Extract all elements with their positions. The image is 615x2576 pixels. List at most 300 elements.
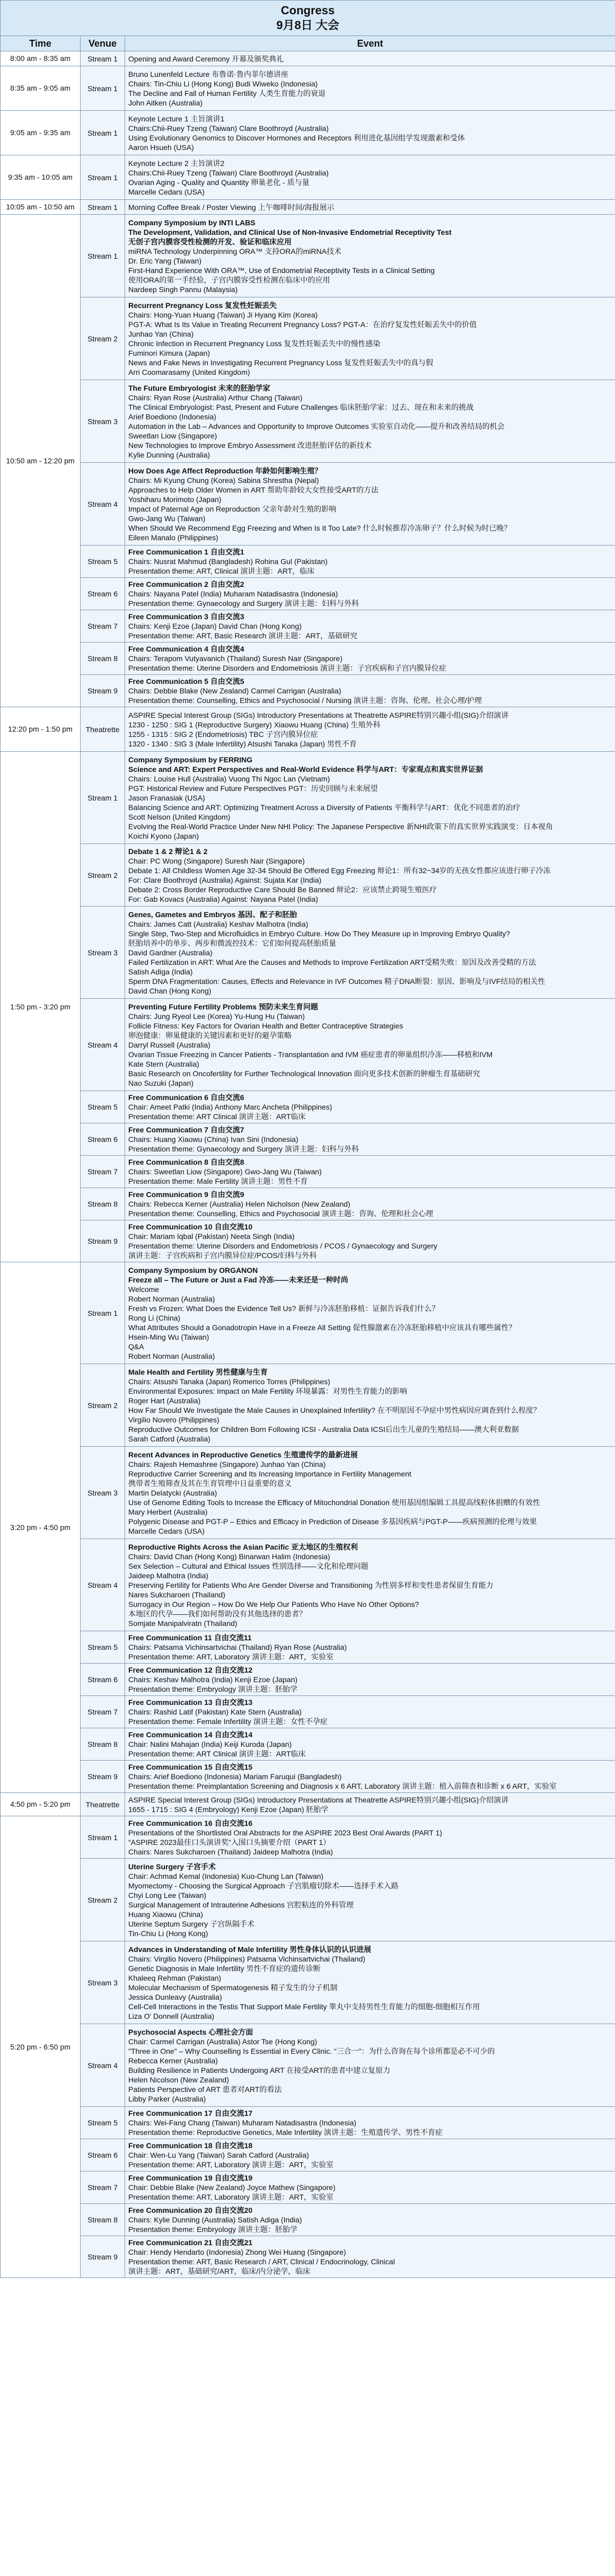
session-line: PGT-A: What Is Its Value in Treating Recurrent Pregnancy Loss? PGT-A：在治疗复发性妊娠丢失中的价值: [128, 320, 477, 329]
session-title: Free Communication 16 自由交流16: [128, 1818, 253, 1827]
session-line: Rong Li (China): [128, 1313, 181, 1322]
session-line: Presentation theme: ART, Basic Research / ART, Clinical / Endocrinology, Clinical: [128, 2257, 395, 2266]
time-slot: 9:35 am - 10:05 am: [1, 155, 81, 200]
session-line: Presentation theme: ART Clinical 演讲主题：ART临床: [128, 1112, 306, 1121]
session-line: 1255 - 1315 : SIG 2 (Endometriosis) TBC 子宫内膜异位症: [128, 729, 318, 738]
venue-cell: Stream 1: [81, 66, 125, 111]
schedule-row: [1, 1761, 615, 1793]
schedule-row: [1, 155, 615, 200]
schedule-row: [1, 1941, 615, 2024]
schedule-row: [1, 844, 615, 907]
session-line: Chairs: Jung Ryeol Lee (Korea) Yu-Hung Hu (Taiwan): [128, 1012, 305, 1021]
session-line: "Three in One" – Why Counselling Is Essential in Every Clinic. “三合一”：为什么咨询在每个诊所都是必不可少的: [128, 2046, 495, 2055]
session-line: News and Fake News in Investigating Recurrent Pregnancy Loss 复发性妊娠丢失中的真与假: [128, 358, 433, 367]
schedule-row: [1, 1123, 615, 1156]
time-slot: 10:05 am - 10:50 am: [1, 200, 81, 215]
session-line: Nares Sukcharoen (Thailand): [128, 1590, 225, 1599]
session-line: Arri Coomarasamy (United Kingdom): [128, 367, 250, 376]
session-line: Huang Xiaowu (China): [128, 1910, 203, 1919]
venue-cell: Stream 7: [81, 610, 125, 643]
schedule-row: [1, 1091, 615, 1123]
session-line: Presentation theme: ART, Laboratory 演讲主题：ART，实验室: [128, 2193, 333, 2201]
session-line: 演讲主题：ART，基础研究/ART，临床/内分泌学，临床: [128, 2267, 311, 2275]
session-line: For: Gab Kovacs (Australia) Against: Nayana Patel (India): [128, 894, 318, 903]
session-line: Chairs:Chii-Ruey Tzeng (Taiwan) Clare Boothroyd (Australia): [128, 168, 329, 177]
session-line: Preserving Fertility for Patients Who Are Gender Diverse and Transitioning 为性别多样和变性患者保留生育能力: [128, 1580, 494, 1589]
schedule-row: [1, 2139, 615, 2171]
venue-cell: Stream 9: [81, 1761, 125, 1793]
session-line: Building Resilience in Patients Undergoing ART 在接受ART的患者中建立复原力: [128, 2065, 391, 2074]
session-line: Martin Delatycki (Australia): [128, 1488, 217, 1497]
session-line: Balancing Science and ART: Optimizing Treatment Across a Diversity of Patients 平衡科学与ART：优化不同患者的治疗: [128, 803, 521, 812]
event-cell: [125, 610, 615, 643]
session-line: Kylie Dunning (Australia): [128, 450, 210, 459]
session-line: Polygenic Disease and PGT-P – Ethics and Efficacy in Prediction of Disease 多基因疾病与PGT-P——疾病预测的伦理与效果: [128, 1517, 537, 1526]
session-line: 本地区的代孕——我们如何帮助没有其他选择的患者？: [128, 1609, 306, 1618]
session-line: Science and ART: Expert Perspectives and Real-World Evidence 科学与ART：专家观点和真实世界证据: [128, 764, 484, 773]
session-line: Fuminori Kimura (Japan): [128, 348, 210, 357]
session-line: The Clinical Embryologist: Past, Present and Future Challenges 临床胚胎学家：过去、现在和未来的挑战: [128, 402, 474, 411]
schedule-row: [1, 1188, 615, 1220]
session-line: Chairs: Virgilio Novero (Philippines) Patsama Vichinsartvichai (Thailand): [128, 1954, 365, 1963]
schedule-row: [1, 2204, 615, 2236]
session-line: Chair: Debbie Blake (New Zealand) Joyce Mathew (Singapore): [128, 2183, 336, 2192]
title-row: [1, 1, 615, 36]
session-title: Preventing Future Fertility Problems 预防未来生育问题: [128, 1002, 318, 1011]
session-title: Free Communication 3 自由交流3: [128, 612, 244, 621]
venue-cell: Stream 5: [81, 1631, 125, 1664]
session-line: Presentation theme: Uterine Disorders and Endometriosis / PCOS / Gynaecology and Surgery: [128, 1242, 437, 1250]
event-cell: [125, 1220, 615, 1262]
session-line: Fresh vs Frozen: What Does the Evidence Tell Us? 新鲜与冷冻胚胎移植：证据告诉我们什么？: [128, 1304, 440, 1313]
session-line: Myomectomy - Choosing the Surgical Approach 子宫肌瘤切除术——选择手术入路: [128, 1881, 399, 1890]
session-line: Khaleeq Rehman (Pakistan): [128, 1973, 222, 1982]
schedule-row: [1, 2024, 615, 2107]
session-title: Free Communication 15 自由交流15: [128, 1763, 253, 1771]
session-title: Recent Advances in Reproductive Genetics 生殖遗传学的最新进展: [128, 1450, 358, 1459]
session-line: 胚胎培养中的单步、两步和微流控技术：它们如何提高胚胎质量: [128, 938, 336, 947]
schedule-row: [1, 907, 615, 999]
session-line: “ASPIRE 2023最佳口头演讲奖”入围口头摘要介绍（PART 1）: [128, 1838, 331, 1847]
event-cell: [125, 463, 615, 546]
session-line: Junhao Yan (China): [128, 329, 194, 338]
time-slot: 9:05 am - 9:35 am: [1, 111, 81, 155]
session-title: Company Symposium by INTI LABS: [128, 218, 256, 227]
session-line: Chair: Achmad Kemal (Indonesia) Kuo-Chung Lan (Taiwan): [128, 1871, 324, 1880]
session-line: Chairs: Patsama Vichinsartvichai (Thailand) Ryan Rose (Australia): [128, 1643, 347, 1651]
schedule-row: [1, 578, 615, 610]
session-line: 无创子宫内膜容受性检测的开发、验证和临床应用: [128, 237, 292, 246]
session-line: Chair: Wen-Lu Yang (Taiwan) Sarah Catford (Australia): [128, 2151, 309, 2159]
session-line: Presentation theme: ART, Laboratory 演讲主题：ART，实验室: [128, 1652, 333, 1661]
session-title: Free Communication 8 自由交流8: [128, 1158, 244, 1166]
venue-cell: Stream 7: [81, 1696, 125, 1728]
session-line: The Decline and Fall of Human Fertility 人类生育能力的衰退: [128, 89, 326, 98]
session-line: Welcome: [128, 1285, 160, 1294]
column-header-time: Time: [1, 36, 81, 51]
session-title: Morning Coffee Break / Poster Viewing 上午咖啡时间/海报展示: [128, 203, 335, 212]
session-line: Chairs: Ryan Rose (Australia) Arthur Chang (Taiwan): [128, 393, 303, 402]
session-line: Chairs: Atsushi Tanaka (Japan) Romerico Torres (Philippines): [128, 1377, 330, 1386]
event-cell: [125, 578, 615, 610]
time-slot: 5:20 pm - 6:50 pm: [1, 1816, 81, 2278]
session-line: Presentation theme: Counselling, Ethics and Psychosocial 演讲主题：咨询、伦理和社会心理: [128, 1209, 433, 1218]
venue-cell: Stream 2: [81, 1859, 125, 1941]
session-title: Free Communication 14 自由交流14: [128, 1730, 253, 1739]
venue-cell: Stream 1: [81, 1262, 125, 1364]
venue-cell: Stream 1: [81, 752, 125, 844]
session-line: Libby Parker (Australia): [128, 2094, 206, 2103]
session-line: Chair: PC Wong (Singapore) Suresh Nair (Singapore): [128, 856, 305, 865]
schedule-row: [1, 1262, 615, 1364]
session-line: When Should We Recommend Egg Freezing and When Is It Too Late? 什么时候推荐冷冻卵子？什么时候为时已晚？: [128, 523, 512, 532]
session-line: Hsein-Ming Wu (Taiwan): [128, 1332, 209, 1341]
session-line: Tin-Chiu Li (Hong Kong): [128, 1929, 208, 1938]
session-title: ASPIRE Special Interest Group (SIGs) Introductory Presentations at Theatrette ASPIRE特别兴趣小组(SIG)介绍演讲: [128, 710, 509, 719]
session-line: Ovarian Aging - Quality and Quantity 卵巢老化 - 质与量: [128, 178, 310, 187]
session-line: Molecular Mechanism of Spermatogenesis 精子发生的分子机制: [128, 1983, 338, 1992]
session-title: Free Communication 18 自由交流18: [128, 2141, 253, 2150]
session-line: Q&A: [128, 1342, 144, 1351]
schedule-row: [1, 1816, 615, 1859]
venue-cell: Stream 2: [81, 844, 125, 907]
event-cell: [125, 297, 615, 380]
time-slot: 8:00 am - 8:35 am: [1, 51, 81, 66]
session-title: Free Communication 12 自由交流12: [128, 1666, 253, 1674]
session-line: Scott Nelson (United Kingdom): [128, 812, 231, 821]
session-line: Sex Selection – Cultural and Ethical Issues 性别选择——文化和伦理问题: [128, 1561, 368, 1570]
session-line: Reproductive Carrier Screening and Its Increasing Importance in Fertility Management: [128, 1469, 411, 1478]
session-line: Chairs: Nares Sukcharoen (Thailand) Jaideep Malhotra (India): [128, 1847, 333, 1856]
title-cell: [1, 1, 615, 36]
session-line: 携带者生殖筛查及其在生育管理中日益重要的意义: [128, 1479, 292, 1488]
venue-cell: Stream 9: [81, 1220, 125, 1262]
session-line: Chair: Mariam Iqbal (Pakistan) Neeta Singh (India): [128, 1232, 295, 1241]
session-line: Chairs: Nusrat Mahmud (Bangladesh) Rohina Gul (Pakistan): [128, 557, 328, 566]
session-line: Ovarian Tissue Freezing in Cancer Patients - Transplantation and IVM 癌症患者的卵巢组织冷冻——移植和IVM: [128, 1050, 493, 1059]
session-line: Chair: Carmel Carrigan (Australia) Astor Tse (Hong Kong): [128, 2037, 318, 2046]
session-title: Free Communication 1 自由交流1: [128, 548, 244, 556]
session-line: Chairs: Wei-Fang Chang (Taiwan) Muharam Natadisastra (Indonesia): [128, 2118, 357, 2127]
schedule-row: [1, 643, 615, 675]
venue-cell: Stream 1: [81, 51, 125, 66]
session-line: Robert Norman (Australia): [128, 1351, 215, 1360]
session-line: Cell-Cell Interactions in the Testis That Support Male Fertility 睾丸中支持男性生育能力的细胞-细胞相互作用: [128, 2002, 480, 2011]
session-line: Kate Stern (Australia): [128, 1059, 199, 1068]
session-line: David Gardner (Australia): [128, 948, 213, 957]
session-line: Chairs: Hong-Yuan Huang (Taiwan) Ji Hyang Kim (Korea): [128, 310, 318, 319]
session-line: Chairs: Terapom Vutyavanich (Thailand) Suresh Nair (Singapore): [128, 654, 342, 663]
event-cell: [125, 380, 615, 463]
session-line: Dr. Eric Yang (Taiwan): [128, 256, 201, 265]
session-line: Reproductive Outcomes for Children Born Following ICSI - Australia Data ICSI后出生儿童的生殖结局——澳大利亚数据: [128, 1425, 519, 1434]
session-line: 1320 - 1340 : SIG 3 (Male Infertility) Atsushi Tanaka (Japan) 男性不育: [128, 739, 357, 748]
venue-cell: Stream 4: [81, 999, 125, 1091]
session-line: Somjate Manipalviratn (Thailand): [128, 1619, 238, 1628]
session-line: Mary Herbert (Australia): [128, 1507, 208, 1516]
venue-cell: Stream 8: [81, 2204, 125, 2236]
venue-cell: Stream 2: [81, 1364, 125, 1447]
session-title: Free Communication 6 自由交流6: [128, 1093, 244, 1102]
venue-cell: Stream 8: [81, 1188, 125, 1220]
venue-cell: Stream 5: [81, 1091, 125, 1123]
session-line: Arief Boediono (Indonesia): [128, 412, 216, 421]
event-cell: [125, 1447, 615, 1539]
venue-cell: Stream 7: [81, 2171, 125, 2204]
session-title: Company Symposium by FERRING: [128, 755, 253, 764]
session-line: What Attributes Should a Gonadotropin Have in a Freeze All Setting 促性腺激素在冷冻胚胎移植中应该具有哪些属性？: [128, 1323, 516, 1332]
session-line: Chronic Infection in Recurrent Pregnancy Loss 复发性妊娠丢失中的慢性感染: [128, 339, 381, 348]
event-cell: [125, 2171, 615, 2204]
venue-cell: Stream 6: [81, 2139, 125, 2171]
session-line: Chair: Ameet Patki (India) Anthony Marc Ancheta (Philippines): [128, 1103, 332, 1111]
session-line: Virgilio Novero (Philippines): [128, 1415, 219, 1424]
session-line: Nardeep Singh Pannu (Malaysia): [128, 285, 238, 294]
schedule-row: [1, 1793, 615, 1816]
session-title: Keynote Lecture 1 主旨演讲1: [128, 114, 225, 123]
column-header-venue: Venue: [81, 36, 125, 51]
venue-cell: Stream 3: [81, 907, 125, 999]
session-line: Chair: Nalini Mahajan (India) Keiji Kuroda (Japan): [128, 1740, 292, 1748]
venue-cell: Stream 4: [81, 1539, 125, 1631]
session-line: Freeze all – The Future or Just a Fad 冷冻——未来还是一种时尚: [128, 1275, 348, 1284]
session-line: Helen Nicolson (New Zealand): [128, 2075, 229, 2084]
session-line: Chair: Hendy Hendarto (Indonesia) Zhong Wei Huang (Singapore): [128, 2248, 346, 2256]
session-line: Surgical Management of Intrauterine Adhesions 宫腔粘连的外科管理: [128, 1900, 354, 1909]
time-slot: 3:20 pm - 4:50 pm: [1, 1262, 81, 1793]
session-line: Robert Norman (Australia): [128, 1294, 215, 1303]
session-title: Free Communication 2 自由交流2: [128, 580, 244, 588]
session-line: Uterine Septum Surgery 子宫纵隔手术: [128, 1919, 255, 1928]
schedule-row: [1, 610, 615, 643]
venue-cell: Stream 1: [81, 155, 125, 200]
session-line: Presentation theme: Male Fertility 演讲主题：男性不育: [128, 1177, 308, 1185]
session-line: David Chan (Hong Kong): [128, 986, 212, 995]
session-title: The Future Embryologist 未来的胚胎学家: [128, 383, 270, 392]
session-title: Psychosocial Aspects 心理社会方面: [128, 2027, 253, 2036]
event-cell: [125, 1091, 615, 1123]
venue-cell: Theatrette: [81, 1793, 125, 1816]
session-title: Free Communication 10 自由交流10: [128, 1223, 253, 1231]
venue-cell: Stream 8: [81, 643, 125, 675]
session-line: Follicle Fitness: Key Factors for Ovarian Health and Better Contraceptive Strategies: [128, 1021, 403, 1030]
venue-cell: Stream 8: [81, 1728, 125, 1761]
column-header-event: Event: [125, 36, 615, 51]
venue-cell: Stream 7: [81, 1156, 125, 1188]
session-line: Presentation theme: Counselling, Ethics and Psychosocial / Nursing 演讲主题：咨询、伦理、社会心理/护理: [128, 696, 482, 705]
event-cell: [125, 111, 615, 155]
schedule-row: [1, 1859, 615, 1941]
event-cell: [125, 844, 615, 907]
session-line: Use of Genome Editing Tools to Increase the Efficacy of Mitochondrial Donation 使用基因组编辑工具提高线粒体捐赠的有效性: [128, 1498, 540, 1507]
session-line: 1230 - 1250 : SIG 1 (Reproductive Surgery) Xiaowu Huang (China) 生殖外科: [128, 720, 381, 729]
event-cell: [125, 1728, 615, 1761]
session-line: 演讲主题：子宫疾病和子宫内膜异位症/PCOS/妇科与外科: [128, 1251, 317, 1260]
program-body: [1, 51, 615, 2278]
event-cell: [125, 1539, 615, 1631]
session-line: For: Clare Boothroyd (Australia) Against: Sujata Kar (India): [128, 875, 322, 884]
session-title: Keynote Lecture 2 主旨演讲2: [128, 159, 225, 168]
session-line: Presentation theme: ART Clinical 演讲主题：ART临床: [128, 1749, 306, 1758]
venue-cell: Stream 5: [81, 2107, 125, 2139]
event-cell: [125, 51, 615, 66]
event-cell: [125, 1364, 615, 1447]
time-slot: 4:50 pm - 5:20 pm: [1, 1793, 81, 1816]
schedule-row: [1, 546, 615, 578]
event-cell: [125, 2204, 615, 2236]
schedule-row: [1, 752, 615, 844]
schedule-row: [1, 1696, 615, 1728]
venue-cell: Stream 6: [81, 1664, 125, 1696]
session-line: Presentation theme: ART, Laboratory 演讲主题：ART，实验室: [128, 2160, 333, 2169]
session-line: Approaches to Help Older Women in ART 帮助年龄较大女性接受ART的方法: [128, 485, 379, 494]
session-line: Chairs: Rajesh Hemashree (Singapore) Junhao Yan (China): [128, 1460, 326, 1469]
event-cell: [125, 66, 615, 111]
session-line: Marcelle Cedars (USA): [128, 1526, 205, 1535]
schedule-row: [1, 51, 615, 66]
event-cell: [125, 546, 615, 578]
page-title: Congress: [280, 4, 335, 17]
event-cell: [125, 999, 615, 1091]
session-line: Using Evolutionary Genomics to Discover Hormones and Receptors 利用进化基因组学发现激素和受体: [128, 133, 465, 142]
session-title: Free Communication 4 自由交流4: [128, 645, 244, 653]
session-line: Chairs: Nayana Patel (India) Muharam Natadisastra (Indonesia): [128, 590, 338, 598]
venue-cell: Stream 3: [81, 1447, 125, 1539]
session-line: First-Hand Experience With ORA™, Use of Endometrial Receptivity Tests in a Clinical Setting: [128, 266, 435, 275]
session-line: Darryl Russell (Australia): [128, 1040, 210, 1049]
session-line: The Development, Validation, and Clinical Use of Non-Invasive Endometrial Receptivity Test: [128, 227, 452, 236]
schedule-row: [1, 1539, 615, 1631]
session-line: Chairs: James Catt (Australia) Keshav Malhotra (India): [128, 919, 309, 928]
session-line: Sweetlan Liow (Singapore): [128, 431, 217, 440]
schedule-row: [1, 1447, 615, 1539]
event-cell: [125, 1631, 615, 1664]
venue-cell: Stream 6: [81, 578, 125, 610]
venue-cell: Theatrette: [81, 707, 125, 752]
session-title: Free Communication 19 自由交流19: [128, 2174, 253, 2182]
event-cell: [125, 1156, 615, 1188]
schedule-row: [1, 2107, 615, 2139]
venue-cell: Stream 1: [81, 200, 125, 215]
venue-cell: Stream 4: [81, 2024, 125, 2107]
session-line: Jessica Dunleavy (Australia): [128, 1992, 222, 2001]
event-cell: [125, 200, 615, 215]
event-cell: [125, 1859, 615, 1941]
time-slot: 12:20 pm - 1:50 pm: [1, 707, 81, 752]
session-line: Presentation theme: Embryology 演讲主题：胚胎学: [128, 1685, 297, 1693]
time-slot: 10:50 am - 12:20 pm: [1, 215, 81, 707]
venue-cell: Stream 1: [81, 111, 125, 155]
session-title: How Does Age Affect Reproduction 年龄如何影响生殖？: [128, 466, 322, 475]
column-header-row: [1, 36, 615, 51]
event-cell: [125, 215, 615, 297]
session-line: Presentations of the Shortlisted Oral Abstracts for the ASPIRE 2023 Best Oral Awards (PART 1): [128, 1828, 442, 1837]
event-cell: [125, 707, 615, 752]
event-cell: [125, 907, 615, 999]
session-title: Genes, Gametes and Embryos 基因、配子和胚胎: [128, 910, 297, 919]
session-line: Jaideep Malhotra (India): [128, 1571, 208, 1580]
session-line: Debate 2: Cross Border Reproductive Care Should Be Banned 辩论2：应该禁止跨境生殖医疗: [128, 885, 437, 894]
session-line: Chairs: Huang Xiaowu (China) Ivan Sini (Indonesia): [128, 1135, 298, 1144]
session-line: Chairs: Tin-Chiu Li (Hong Kong) Budi Wiweko (Indonesia): [128, 79, 318, 88]
schedule-row: [1, 2171, 615, 2204]
session-line: Presentation theme: Embryology 演讲主题：胚胎学: [128, 2225, 297, 2234]
session-title: Recurrent Pregnancy Loss 复发性妊娠丢失: [128, 301, 277, 310]
session-line: Sarah Catford (Australia): [128, 1434, 210, 1443]
session-line: Satish Adiga (India): [128, 967, 193, 976]
schedule-row: [1, 463, 615, 546]
session-line: Eileen Manalo (Philippines): [128, 533, 218, 542]
session-line: Presentation theme: ART, Clinical 演讲主题：ART，临床: [128, 567, 315, 575]
session-line: Chairs:Chii-Ruey Tzeng (Taiwan) Clare Boothroyd (Australia): [128, 124, 329, 133]
session-line: Presentation theme: Female Infertility 演讲主题：女性不孕症: [128, 1717, 328, 1726]
session-line: John Aitken (Australia): [128, 98, 203, 107]
event-cell: [125, 2139, 615, 2171]
schedule-row: [1, 1220, 615, 1262]
session-line: Evolving the Real-World Practice Under New NHI Policy: The Japanese Perspective 新NHI政策下的真实世界实践演变：日本视角: [128, 822, 553, 831]
session-line: Chairs: Rebecca Kerner (Australia) Helen Nicholson (New Zealand): [128, 1200, 350, 1208]
session-line: Genetic Diagnosis in Male Infertility 男性不育症的遗传诊断: [128, 1964, 321, 1973]
schedule-row: [1, 111, 615, 155]
session-line: Sperm DNA Fragmentation: Causes, Effects and Relevance in IVF Outcomes 精子DNA断裂：原因、影响及与IVF结局的相关性: [128, 977, 546, 986]
session-line: Roger Hart (Australia): [128, 1396, 201, 1405]
session-line: Presentation theme: Uterine Disorders and Endometriosis 演讲主题：子宫疾病和子宫内膜异位症: [128, 664, 446, 672]
event-cell: [125, 1793, 615, 1816]
session-title: Company Symposium by ORGANON: [128, 1265, 258, 1274]
session-title: Free Communication 13 自由交流13: [128, 1698, 253, 1707]
session-line: Impact of Paternal Age on Reproduction 父亲年龄对生殖的影响: [128, 504, 337, 513]
session-line: Koichi Kyono (Japan): [128, 831, 199, 840]
venue-cell: Stream 4: [81, 463, 125, 546]
session-line: Gwo-Jang Wu (Taiwan): [128, 514, 206, 523]
event-cell: [125, 1696, 615, 1728]
session-line: Jason Franasiak (USA): [128, 793, 205, 802]
session-line: Chairs: Kylie Dunning (Australia) Satish Adiga (India): [128, 2215, 302, 2224]
session-title: Free Communication 7 自由交流7: [128, 1126, 244, 1134]
session-title: Advances in Understanding of Male Infertility 男性身体认识的认识进展: [128, 1945, 372, 1954]
session-line: Chairs: Sweetlan Liow (Singapore) Gwo-Jang Wu (Taiwan): [128, 1167, 322, 1176]
session-title: Free Communication 20 自由交流20: [128, 2206, 253, 2214]
session-line: New Technologies to Improve Embryo Assessment 改进胚胎评估的新技术: [128, 441, 372, 450]
venue-cell: Stream 5: [81, 546, 125, 578]
schedule-row: [1, 675, 615, 707]
schedule-row: [1, 66, 615, 111]
session-title: Free Communication 11 自由交流11: [128, 1633, 252, 1642]
venue-cell: Stream 2: [81, 297, 125, 380]
schedule-row: [1, 1364, 615, 1447]
venue-cell: Stream 1: [81, 215, 125, 297]
session-line: Chairs: Keshav Malhotra (India) Kenji Ezoe (Japan): [128, 1675, 298, 1684]
session-line: Presentation theme: Reproductive Genetics, Male Infertility 演讲主题：生殖遗传学、男性不育症: [128, 2128, 443, 2137]
event-cell: [125, 2107, 615, 2139]
schedule-row: [1, 1156, 615, 1188]
session-title: Uterine Surgery 子宫手术: [128, 1862, 216, 1871]
venue-cell: Stream 9: [81, 2236, 125, 2278]
session-line: Chairs: Debbie Blake (New Zealand) Carmel Carrigan (Australia): [128, 687, 341, 695]
session-line: Debate 1: All Childless Women Age 32-34 Should Be Offered Egg Freezing 辩论1：所有32~34岁的无孩女性都应该进行卵子冷冻: [128, 866, 551, 875]
venue-cell: Stream 3: [81, 1941, 125, 2024]
session-line: 1655 - 1715 : SIG 4 (Embryology) Kenji Ezoe (Japan) 胚胎学: [128, 1805, 329, 1814]
session-line: Chyi Long Lee (Taiwan): [128, 1891, 207, 1900]
time-slot: 8:35 am - 9:05 am: [1, 66, 81, 111]
session-title: Free Communication 5 自由交流5: [128, 677, 244, 685]
event-cell: [125, 2024, 615, 2107]
event-cell: [125, 155, 615, 200]
schedule-row: [1, 215, 615, 297]
session-line: How Far Should We Investigate the Male Causes in Unexplained Infertility? 在不明原因不孕症中男性病因应调查到什么程度？: [128, 1405, 541, 1414]
event-cell: [125, 752, 615, 844]
venue-cell: Stream 9: [81, 675, 125, 707]
